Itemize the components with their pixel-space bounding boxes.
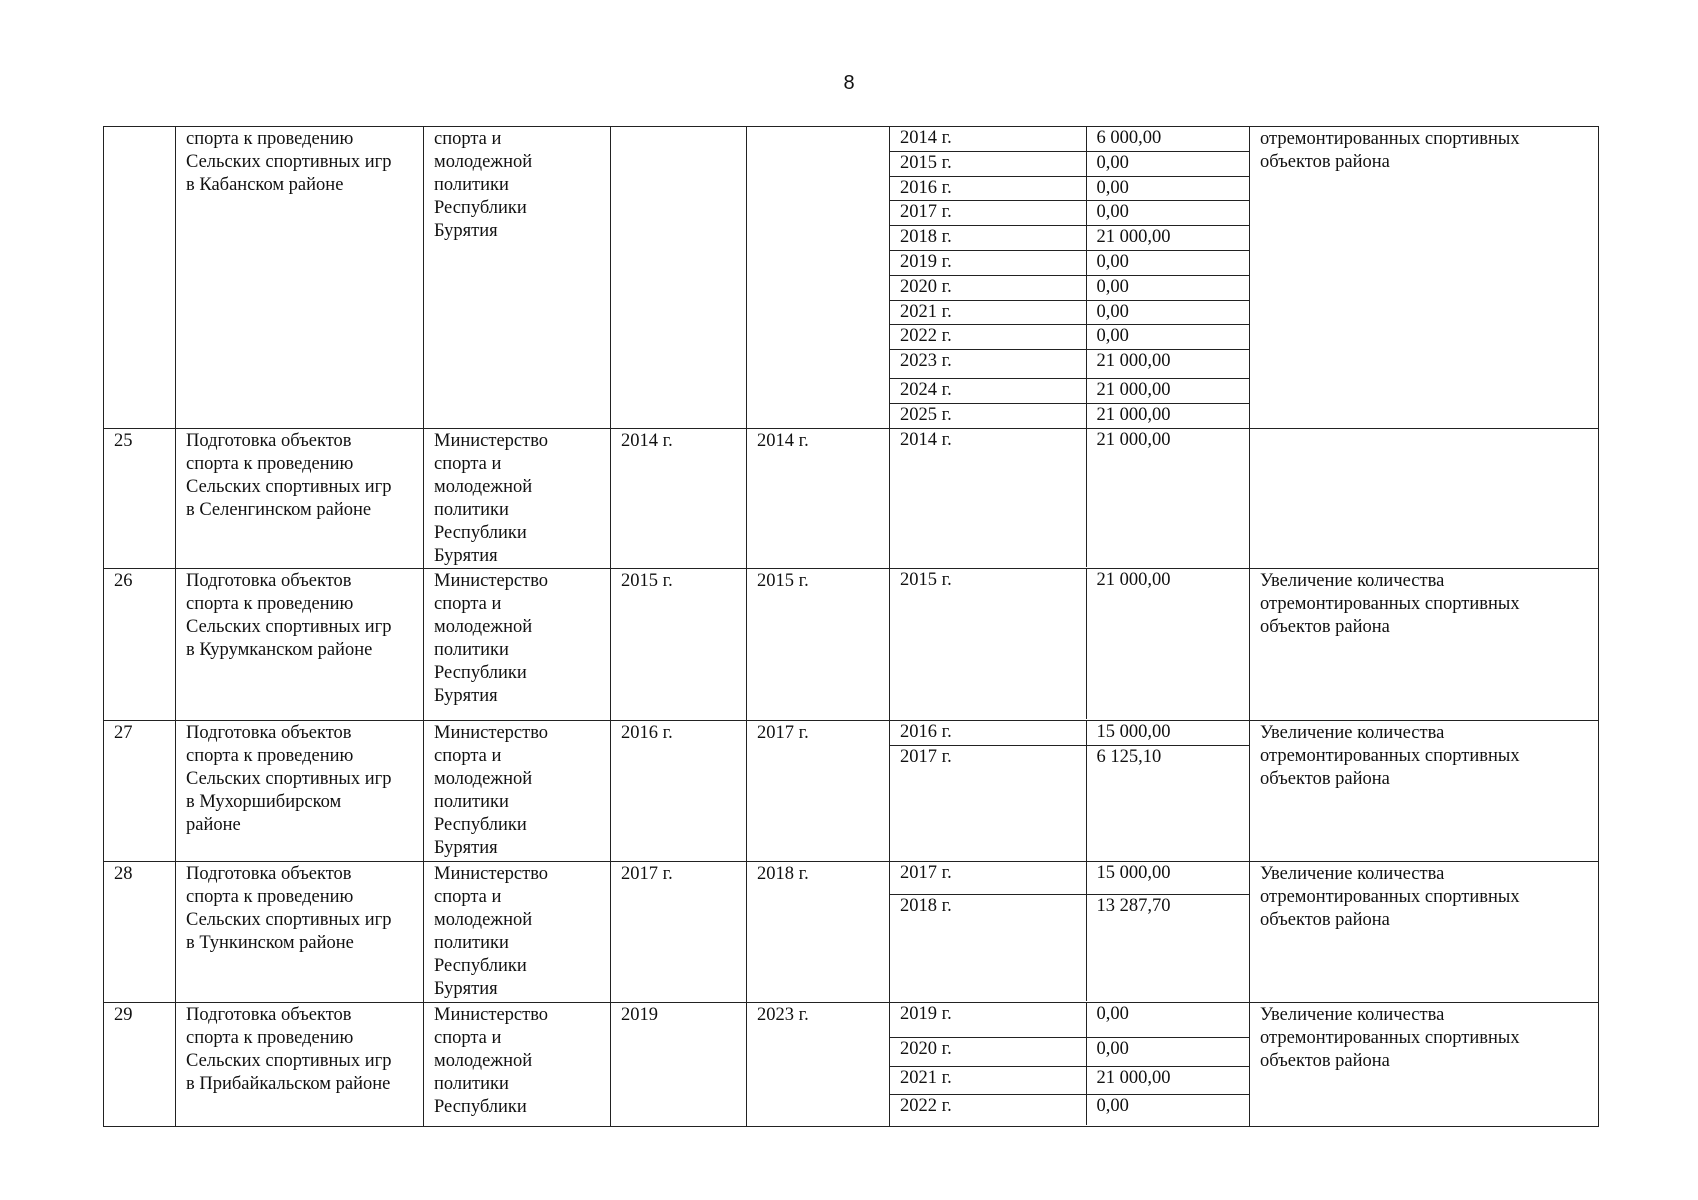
funding-year: 2020 г.	[890, 1037, 1086, 1066]
program-table	[103, 126, 1599, 1127]
funding-year: 2019 г.	[900, 1003, 952, 1024]
funding-amount: 21 000,00	[1086, 569, 1249, 719]
funding-by-year	[890, 862, 1249, 1001]
funding-amount: 6 125,10	[1086, 745, 1249, 861]
funding-year: 2015 г.	[890, 151, 1086, 176]
activity-name: Подготовка объектов спорта к проведению Сельских спортивных игр в Мухоршибирском районе	[186, 722, 392, 835]
expected-result: Увеличение количества отремонтированных спортивных объектов района	[1260, 1004, 1520, 1071]
expected-result: отремонтированных спортивных объектов района	[1260, 129, 1520, 172]
funding-amount: 15 000,00	[1086, 862, 1249, 895]
funding-by-year	[890, 127, 1249, 428]
funding-year: 2019 г.	[890, 250, 1086, 275]
funding-year: 2025 г.	[890, 403, 1086, 427]
funding-amount: 0,00	[1086, 325, 1249, 350]
activity-name: Подготовка объектов спорта к проведению Сельских спортивных игр в Селенгинском районе	[186, 430, 392, 520]
table-row	[104, 127, 1599, 429]
funding-year: 2022 г.	[890, 325, 1086, 350]
start-year: 2019	[621, 1004, 658, 1025]
funding-year: 2017 г.	[900, 862, 952, 883]
table-row	[104, 428, 1599, 568]
expected-result: Увеличение количества отремонтированных спортивных объектов района	[1260, 863, 1520, 930]
end-year: 2023 г.	[757, 1004, 809, 1025]
table-row	[104, 720, 1599, 861]
funding-amount: 0,00	[1086, 275, 1249, 300]
funding-year: 2023 г.	[890, 350, 1086, 379]
executor: спорта и молодежной политики Республики Бурятия	[434, 129, 533, 241]
funding-year: 2017 г.	[890, 745, 1086, 861]
table-row	[104, 568, 1599, 720]
funding-by-year	[890, 429, 1249, 567]
funding-by-year	[890, 721, 1249, 861]
executor: Министерство спорта и молодежной политики Республики Бурятия	[434, 430, 549, 566]
funding-year: 2018 г.	[890, 226, 1086, 251]
funding-amount: 0,00	[1086, 1037, 1249, 1066]
end-year	[747, 127, 889, 128]
funding-amount: 0,00	[1086, 1003, 1249, 1038]
start-year: 2016 г.	[621, 722, 673, 743]
activity-name: спорта к проведению Сельских спортивных игр в Кабанском районе	[186, 129, 392, 195]
funding-amount: 15 000,00	[1086, 721, 1249, 745]
funding-year: 2022 г.	[890, 1094, 1086, 1125]
row-number: 27	[114, 722, 133, 743]
expected-result: Увеличение количества отремонтированных спортивных объектов района	[1260, 570, 1520, 637]
table-row	[104, 861, 1599, 1002]
funding-amount: 0,00	[1086, 300, 1249, 325]
executor: Министерство спорта и молодежной политики Республики	[434, 1004, 549, 1117]
funding-year: 2021 г.	[890, 300, 1086, 325]
funding-year: 2014 г.	[900, 429, 952, 450]
funding-amount: 13 287,70	[1086, 894, 1249, 1001]
start-year: 2014 г.	[621, 430, 673, 451]
end-year: 2015 г.	[757, 570, 809, 591]
funding-amount: 21 000,00	[1086, 379, 1249, 404]
funding-year: 2017 г.	[890, 201, 1086, 226]
funding-amount: 0,00	[1086, 250, 1249, 275]
activity-name: Подготовка объектов спорта к проведению Сельских спортивных игр в Тункинском районе	[186, 863, 392, 953]
funding-amount: 0,00	[1086, 176, 1249, 201]
funding-year: 2016 г.	[890, 176, 1086, 201]
activity-name: Подготовка объектов спорта к проведению Сельских спортивных игр в Прибайкальском районе	[186, 1004, 392, 1094]
funding-amount: 6 000,00	[1086, 127, 1249, 151]
funding-year: 2014 г.	[900, 128, 952, 148]
row-number: 28	[114, 863, 133, 884]
funding-by-year	[890, 1003, 1249, 1125]
start-year	[611, 127, 746, 128]
end-year: 2017 г.	[757, 722, 809, 743]
funding-year: 2015 г.	[900, 569, 952, 590]
funding-amount: 0,00	[1086, 1094, 1249, 1125]
end-year: 2018 г.	[757, 863, 809, 884]
row-number: 26	[114, 570, 133, 591]
funding-amount: 21 000,00	[1086, 429, 1249, 567]
funding-year: 2018 г.	[890, 894, 1086, 1001]
funding-year: 2024 г.	[890, 379, 1086, 404]
row-number	[104, 127, 175, 128]
executor: Министерство спорта и молодежной политики Республики Бурятия	[434, 863, 549, 999]
page-number: 8	[843, 72, 855, 94]
end-year: 2014 г.	[757, 430, 809, 451]
funding-amount: 21 000,00	[1086, 403, 1249, 427]
row-number: 29	[114, 1004, 133, 1025]
funding-year: 2016 г.	[900, 721, 952, 742]
funding-year: 2020 г.	[890, 275, 1086, 300]
table-row	[104, 1002, 1599, 1126]
expected-result: Увеличение количества отремонтированных спортивных объектов района	[1260, 722, 1520, 789]
funding-by-year	[890, 569, 1249, 719]
funding-amount: 21 000,00	[1086, 350, 1249, 379]
executor: Министерство спорта и молодежной политики Республики Бурятия	[434, 570, 549, 706]
row-number: 25	[114, 430, 133, 451]
funding-amount: 0,00	[1086, 201, 1249, 226]
activity-name: Подготовка объектов спорта к проведению Сельских спортивных игр в Курумканском районе	[186, 570, 392, 660]
expected-result	[1250, 429, 1598, 430]
executor: Министерство спорта и молодежной политики Республики Бурятия	[434, 722, 549, 858]
start-year: 2015 г.	[621, 570, 673, 591]
funding-amount: 0,00	[1086, 151, 1249, 176]
funding-amount: 21 000,00	[1086, 226, 1249, 251]
funding-year: 2021 г.	[890, 1066, 1086, 1094]
start-year: 2017 г.	[621, 863, 673, 884]
funding-amount: 21 000,00	[1086, 1066, 1249, 1094]
